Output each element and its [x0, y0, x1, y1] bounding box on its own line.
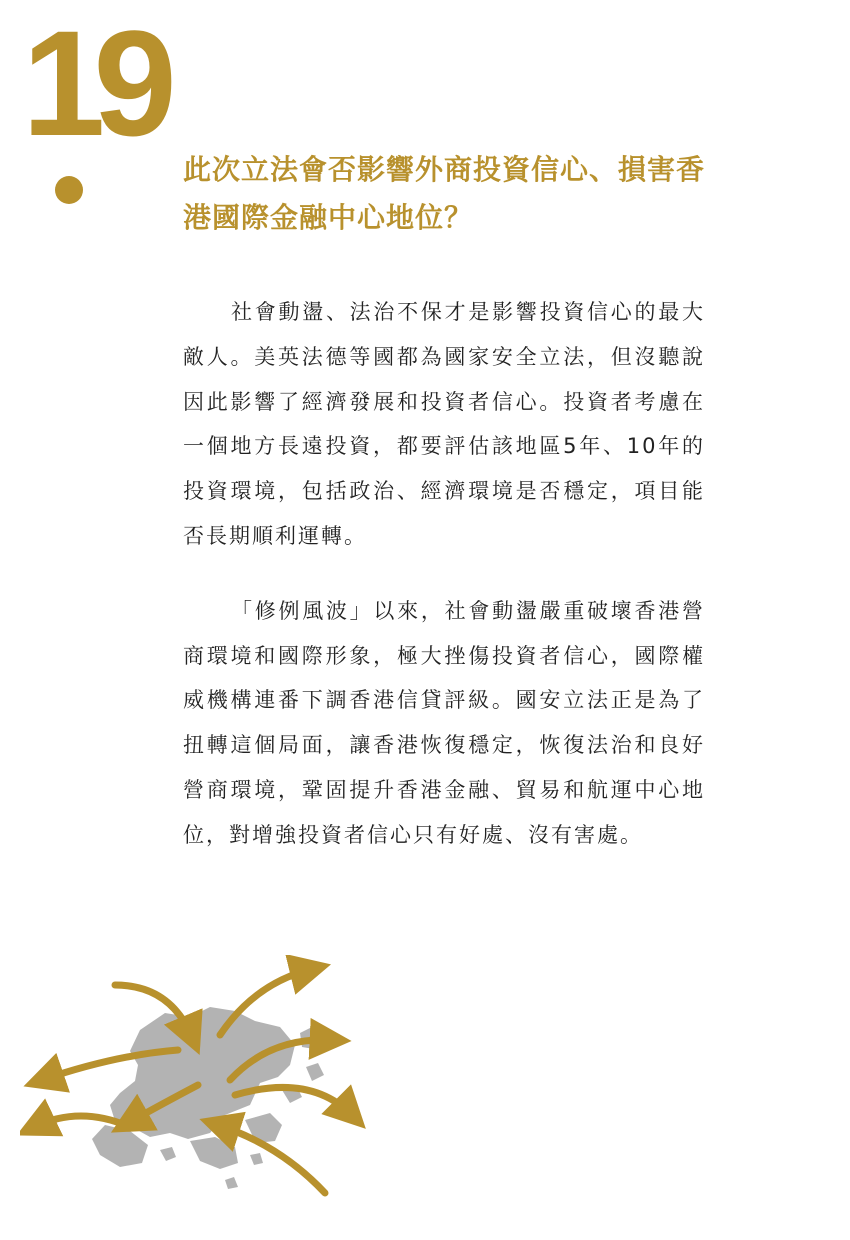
- question-number: 19: [22, 0, 165, 167]
- answer-paragraph-1: 社會動盪、法治不保才是影響投資信心的最大敵人。美英法德等國都為國家安全立法，但沒聽說因此影響了經濟發展和投資者信心。投資者考慮在一個地方長遠投資，都要評估該地區5年、10年的投資環境，包括政治、經濟環境是否穩定，項目能否長期順利運轉。: [183, 300, 705, 548]
- hong-kong-map-with-arrows-icon: [20, 955, 380, 1215]
- number-dot: [55, 176, 83, 204]
- question-title: 此次立法會否影響外商投資信心、損害香港國際金融中心地位？: [183, 153, 706, 234]
- answer-paragraph-2: 「修例風波」以來，社會動盪嚴重破壞香港營商環境和國際形象，極大挫傷投資者信心，國際權威機構連番下調香港信貸評級。國安立法正是為了扭轉這個局面，讓香港恢復穩定，恢復法治和良好營商環境，鞏固提升香港金融、貿易和航運中心地位，對增強投資者信心只有好處、沒有害處。: [183, 598, 705, 847]
- answer-body: [183, 290, 705, 888]
